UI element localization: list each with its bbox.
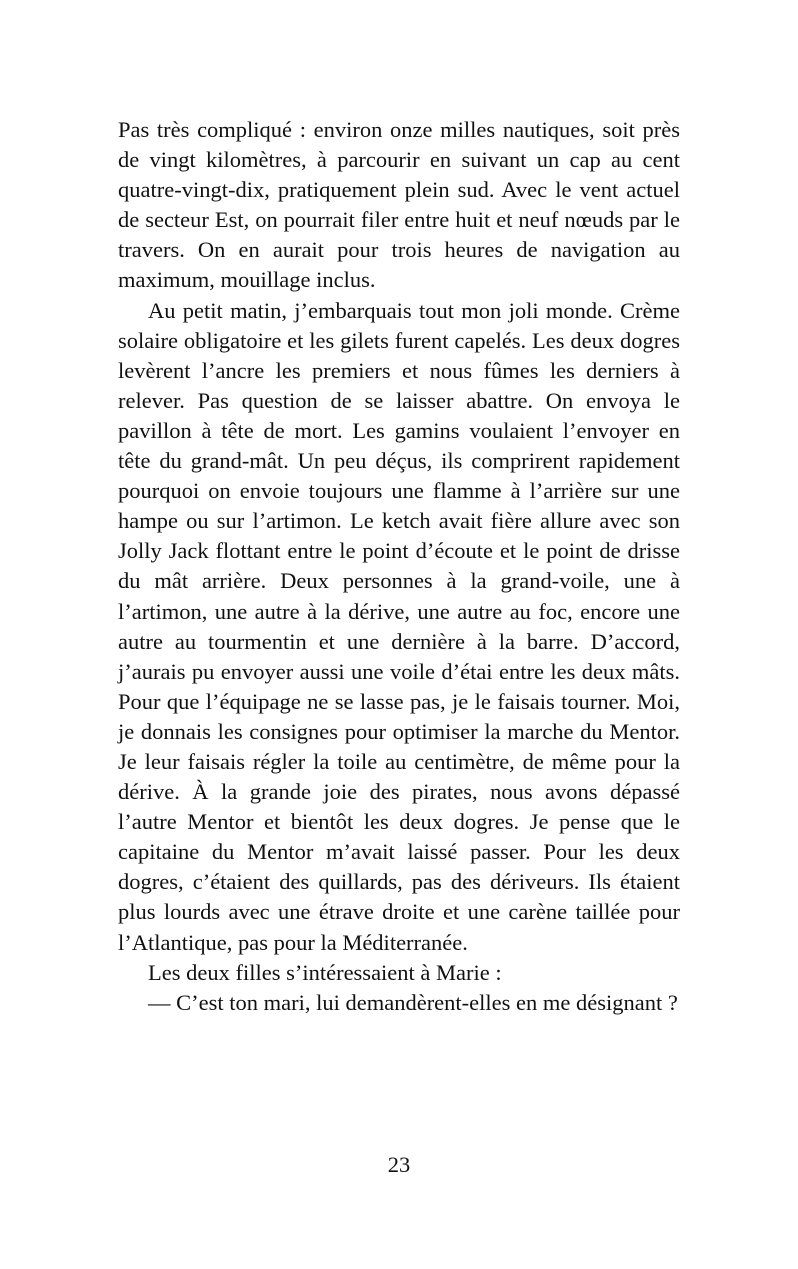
page-number: 23 xyxy=(387,1152,411,1177)
paragraph-2: Au petit matin, j’embarquais tout mon joli monde. Crème solaire obligatoire et les gilets furent capelés. Les deux dogres levèrent l’ancre les premiers et nous fûmes les derniers à relever. Pas question de se laisser abattre. On envoya le pavillon à tête de mort. Les gamins voulaient l’envoyer en tête du grand-mât. Un peu déçus, ils comprirent rapidement pourquoi on envoie toujours une flamme à l’arrière sur une hampe ou sur l’artimon. Le ketch avait fière allure avec son Jolly Jack flottant entre le point d’écoute et le point de drisse du mât arrière. Deux personnes à la grand-voile, une à l’artimon, une autre à la dérive, une autre au foc, encore une autre au tourmentin et une dernière à la barre. D’accord, j’aurais pu envoyer aussi une voile d’étai entre les deux mâts. Pour que l’équipage ne se lasse pas, je le faisais tourner. Moi, je donnais les consignes pour optimiser la marche du Mentor. Je leur faisais régler la toile au centimètre, de même pour la dérive. À la grande joie des pirates, nous avons dépassé l’autre Mentor et bientôt les deux dogres. Je pense que le capitaine du Mentor m’avait laissé passer. Pour les deux dogres, c’étaient des quillards, pas des dériveurs. Ils étaient plus lourds avec une étrave droite et une carène taillée pour l’Atlantique, pas pour la Méditerranée. xyxy=(118,297,680,955)
page-body xyxy=(118,115,680,1018)
paragraph-4: — C’est ton mari, lui demandèrent-elles en me désignant ? xyxy=(148,989,678,1015)
paragraph-1: Pas très compliqué : environ onze milles nautiques, soit près de vingt kilomètres, à parcourir en suivant un cap au cent quatre-vingt-dix, pratiquement plein sud. Avec le vent actuel de secteur Est, on pourrait filer entre huit et neuf nœuds par le travers. On en aurait pour trois heures de navigation au maximum, mouillage inclus. xyxy=(118,117,680,293)
paragraph-3: Les deux filles s’intéressaient à Marie : xyxy=(148,959,502,985)
